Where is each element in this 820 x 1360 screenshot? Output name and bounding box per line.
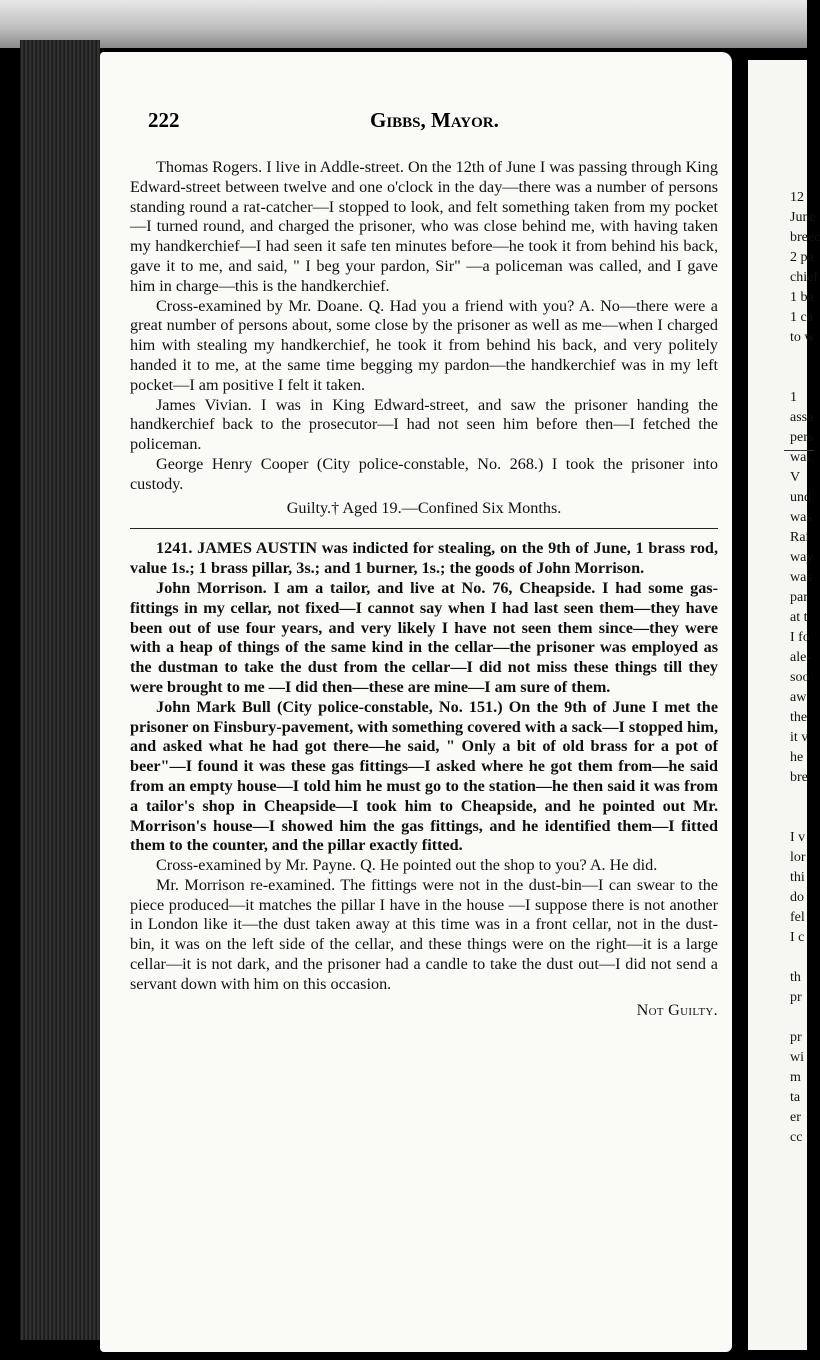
testimony-john-morrison: John Morrison. I am a tailor, and live at No. 76, Cheapside. I had some gas-fittings in my cellar, not fixed—I cannot say when I had last seen them—they have been out of use four years, and very likely I have not seen them since—they were with a heap of things of the same kind in the cellar—the prisoner was employed as the dustman to take the dust from the cellar—I did not miss these things till they were brought to me —I did then—these are mine—I am sure of them. (130, 578, 718, 696)
facing-page-fragment: V (790, 470, 801, 485)
facing-page-fragment: assa (790, 410, 814, 425)
facing-page-fragment: 2 pa (790, 250, 814, 265)
testimony-george-henry-cooper: George Henry Cooper (City police-constable, No. 268.) I took the prisoner into custody. (130, 454, 718, 493)
facing-page-fragment: 1 ba (790, 290, 814, 305)
facing-page-fragment: 12 (790, 190, 804, 205)
cross-examination-doane: Cross-examined by Mr. Doane. Q. Had you a friend with you? A. No—there were a great number of persons about, some close by the prisoner as well as me—when I charged him with stealing my handkerchief, he took it from behind his back, and very politely handed it to me, at the same time begging my pardon—the handkerchief was in my left pocket—I am positive I felt it taken. (130, 296, 718, 394)
verdict-guilty: Guilty.† Aged 19.—Confined Six Months. (286, 498, 562, 517)
facing-page-fragment: to w (790, 330, 815, 345)
facing-page-fragment: pr (790, 1030, 802, 1045)
facing-page-fragment: er (790, 1110, 801, 1125)
facing-page-fragment: I v (790, 830, 806, 845)
facing-page-fragment: wi (790, 1050, 804, 1065)
facing-page-divider (784, 450, 814, 451)
testimony-thomas-rogers: Thomas Rogers. I live in Addle-street. On the 12th of June I was passing through King Edward-street between twelve and one o'clock in the day—there was a number of persons standing round a rat-catcher—I stopped to look, and felt something taken from my pocket—I turned round, and charged the prisoner, who was close behind me, with having taken my handkerchief—I had seen it safe ten minutes before—he took it from behind his back, gave it to me, and said, " I beg your pardon, Sir" —a policeman was called, and I gave him in charge—this is the handkerchief. (130, 158, 718, 295)
indictment-1241: 1241. JAMES AUSTIN was indicted for stealing, on the 9th of June, 1 brass rod, value 1s.; 1 brass pillar, 3s.; and 1 burner, 1s.; the goods of John Morrison. (130, 539, 718, 578)
facing-page-fragment: thi (790, 870, 805, 885)
facing-page-fragment: fel (790, 910, 805, 925)
facing-page-fragment: he (790, 750, 804, 765)
book-page-edges (20, 40, 100, 1340)
facing-page-fragment: do (790, 890, 804, 905)
facing-page-fragment: 1 (790, 390, 797, 405)
facing-page-fragment: was (790, 510, 812, 525)
facing-page-fragment: it v (790, 730, 809, 745)
facing-page-fragment: was (790, 570, 812, 585)
facing-page-fragment: th (790, 970, 801, 985)
facing-page-fragment: und (790, 490, 811, 505)
facing-page-fragment: pr (790, 990, 802, 1005)
testimony-john-mark-bull: John Mark Bull (City police-constable, No. 151.) On the 9th of June I met the prisoner on Finsbury-pavement, with something covered with a sack—I stopped him, and asked what he had got there—he said, " Only a bit of old brass for a pot of beer"—I found it was these gas fittings—I asked where he got them from—he said from an empty house—I told him he must go to the station—he then said it was from a tailor's shop in Cheapside—I took him to Cheapside, and he pointed out Mr. Morrison's house—I showed him the gas fittings, and he identified them—I fitted them to the counter, and the pillar exactly fitted. (130, 697, 718, 855)
facing-page-fragment: I fo (790, 630, 810, 645)
facing-page-fragment: June (790, 210, 816, 225)
facing-page-fragment: soo (790, 670, 810, 685)
facing-page-fragment: 1 ca (790, 310, 813, 325)
page-number: 222 (148, 108, 180, 132)
facing-page-fragment: bre (790, 770, 808, 785)
running-head: Gibbs, Mayor. (370, 108, 499, 132)
verdict-not-guilty: Not Guilty. (636, 1000, 718, 1019)
facing-page-fragment: chief (790, 270, 818, 285)
page-body (130, 158, 718, 1020)
facing-page-fragment: the (790, 710, 808, 725)
cross-examination-payne: Cross-examined by Mr. Payne. Q. He pointed out the shop to you? A. He did. (156, 856, 658, 875)
facing-page-fragment: par (790, 590, 808, 605)
facing-page-fragment: Rai (790, 530, 810, 545)
facing-page-fragment: lor (790, 850, 806, 865)
facing-page-fragment: at t (790, 610, 808, 625)
morrison-re-examined: Mr. Morrison re-examined. The fittings were not in the dust-bin—I can swear to the piece produced—it matches the pillar I have in the house —I suppose there is not another in London like it—the dust taken away at this time was in a front cellar, not in the dust-bin, it was on the left side of the cellar, and these things were on the right—it is a large cellar—it is not dark, and the prisoner had a candle to take the dust out—I did not send a servant down with him on this occasion. (130, 875, 718, 993)
facing-page-fragment: I c (790, 930, 805, 945)
facing-page-fragment: breec (790, 230, 820, 245)
facing-page-fragment: ta (790, 1090, 801, 1105)
facing-page-fragment: m (790, 1070, 801, 1085)
facing-page-fragment: pers (790, 430, 814, 445)
scan-top-shadow (0, 0, 807, 48)
testimony-james-vivian: James Vivian. I was in King Edward-street, and saw the prisoner handing the handkerchief back to the prosecutor—I had not seen him before then—I fetched the policeman. (130, 395, 718, 454)
section-divider (130, 528, 718, 529)
facing-page-fragment: ale- (790, 650, 811, 665)
facing-page (748, 60, 820, 1350)
facing-page-fragment: way (790, 550, 814, 565)
facing-page-fragment: aw (790, 690, 807, 705)
facing-page-fragment: wat (790, 450, 811, 465)
page-header (148, 108, 718, 136)
facing-page-fragment: cc (790, 1130, 803, 1145)
